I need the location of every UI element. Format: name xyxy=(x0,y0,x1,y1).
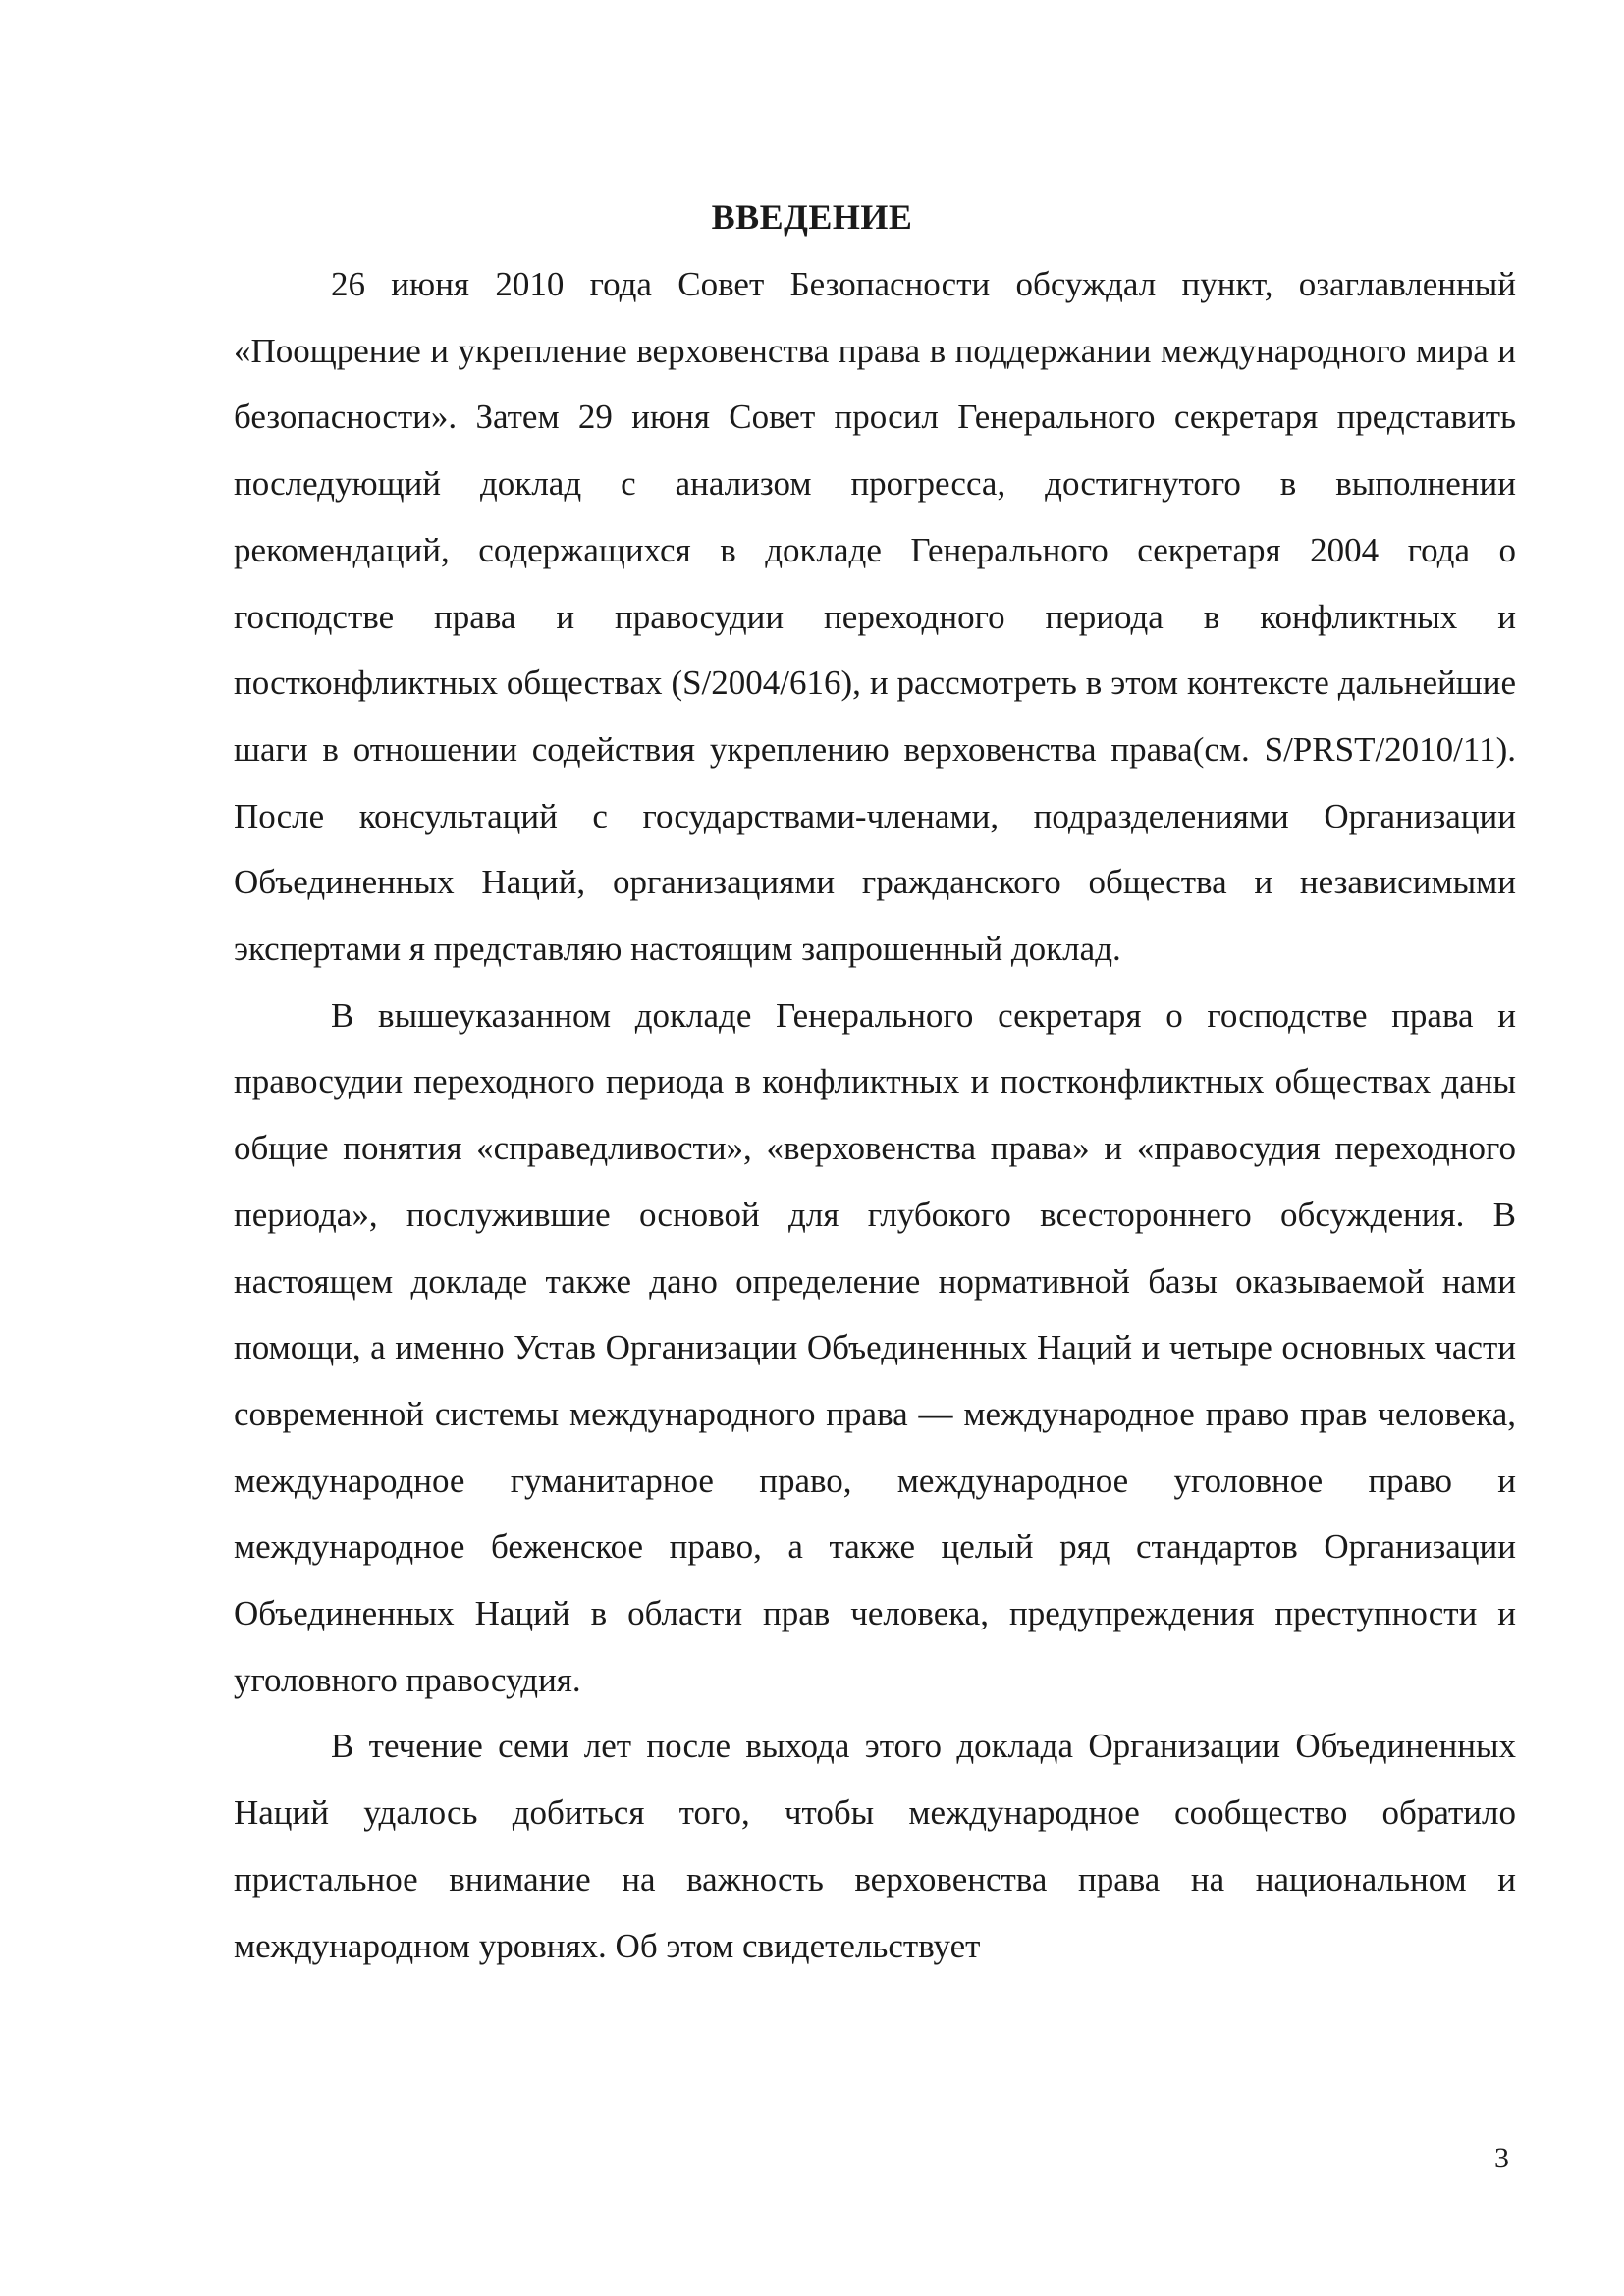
section-title: ВВЕДЕНИЕ xyxy=(711,197,913,237)
paragraph: В течение семи лет после выхода этого доклада Организации Объединенных Наций удалось добиться того, чтобы международное сообщество обратило пристальное внимание на важность верховенства права на национальном и международном уровнях. Об этом свидетельствует xyxy=(234,1727,1516,1965)
paragraph: 26 июня 2010 года Совет Безопасности обсуждал пункт, озаглавленный «Поощрение и укрепление верховенства права в поддержании международного мира и безопасности». Затем 29 июня Совет просил Генерального секретаря представить последующий доклад с анализом прогресса, достигнутого в выполнении рекомендаций, содержащихся в докладе Генерального секретаря 2004 года о господстве права и правосудии переходного периода в конфликтных и постконфликтных обществах (S/2004/616), и рассмотреть в этом контексте дальнейшие шаги в отношении содействия укреплению верховенства права(см. S/PRST/2010/11). После консультаций с государствами-членами, подразделениями Организации Объединенных Наций, организациями гражданского общества и независимыми экспертами я представляю настоящим запрошенный доклад. xyxy=(234,265,1516,969)
page-number: 3 xyxy=(1494,2142,1509,2174)
paragraph: В вышеуказанном докладе Генерального секретаря о господстве права и правосудии переходного периода в конфликтных и постконфликтных обществах даны общие понятия «справедливости», «верховенства права» и «правосудия переходного периода», послужившие основой для глубокого всестороннего обсуждения. В настоящем докладе также дано определение нормативной базы оказываемой нами помощи, а именно Устав Организации Объединенных Наций и четыре основных части современной системы международного права — международное право прав человека, международное гуманитарное право, международное уголовное право и международное беженское право, а также целый ряд стандартов Организации Объединенных Наций в области прав человека, предупреждения преступности и уголовного правосудия. xyxy=(234,995,1516,1699)
body-text xyxy=(234,251,1516,1979)
